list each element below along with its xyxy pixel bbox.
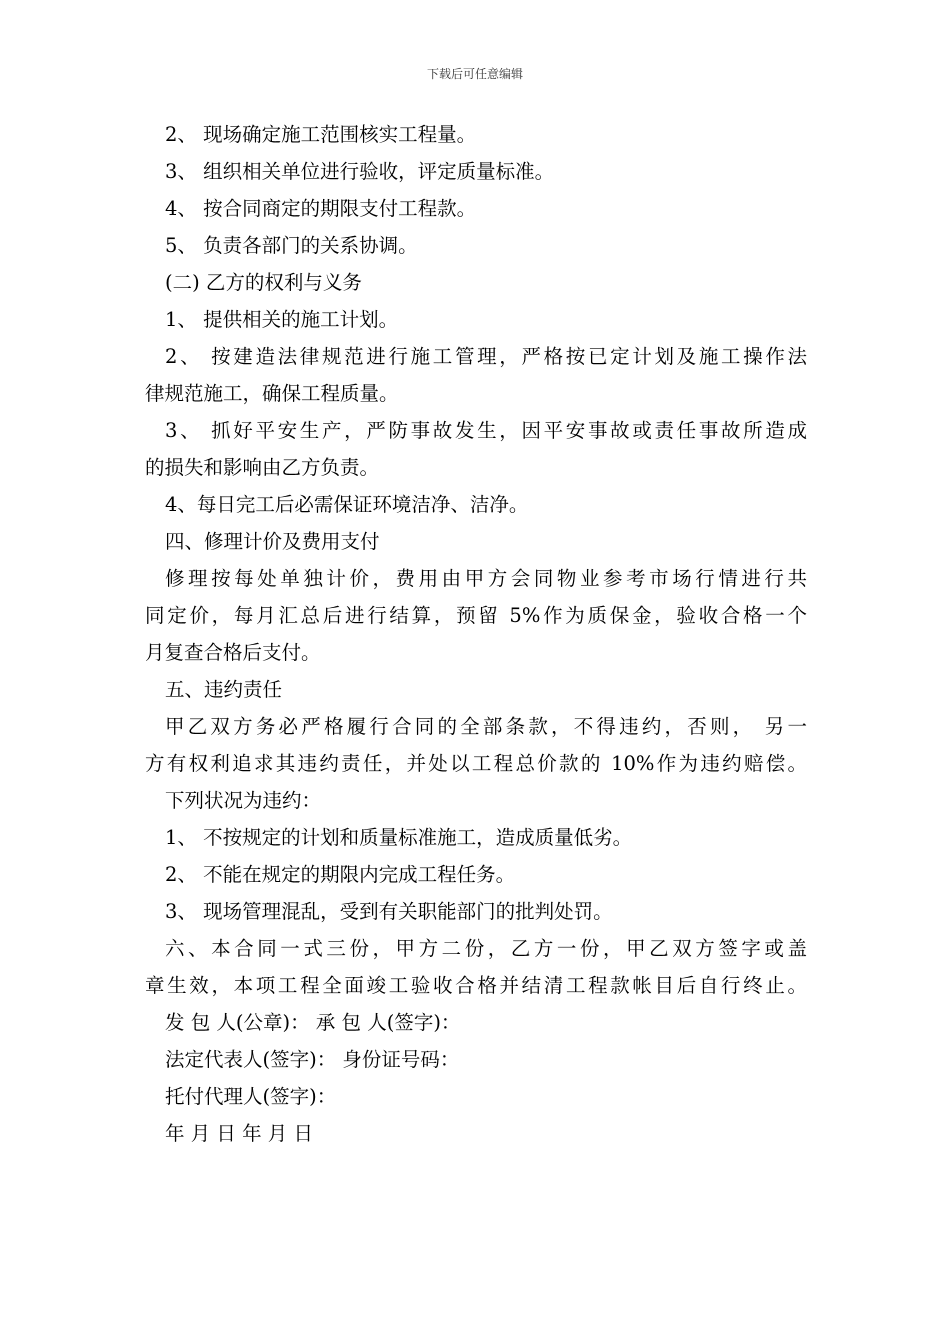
text-line: 1、 提供相关的施工计划。 (165, 308, 399, 331)
text-line: 1、 不按规定的计划和质量标准施工，造成质量低劣。 (165, 826, 633, 849)
text-line: 的损失和影响由乙方负责。 (145, 456, 380, 479)
text-line: 3、 抓好平安生产，严防事故发生，因平安事故或责任事故所造成 (165, 419, 807, 442)
text-line: 方有权利追求其违约责任，并处以工程总价款的 10%作为违约赔偿。 (145, 752, 807, 775)
section-heading: (二) 乙方的权利与义务 (165, 271, 362, 294)
signature-line: 法定代表人(签字)： 身份证号码： (165, 1048, 460, 1071)
section-heading: 四、修理计价及费用支付 (165, 530, 380, 553)
text-line: 2、 按建造法律规范进行施工管理，严格按已定计划及施工操作法 (165, 345, 807, 368)
text-line: 同定价，每月汇总后进行结算，预留 5%作为质保金，验收合格一个 (145, 604, 807, 627)
text-line: 3、 组织相关单位进行验收，评定质量标准。 (165, 160, 555, 183)
text-line: 2、 现场确定施工范围核实工程量。 (165, 123, 477, 146)
text-line: 甲乙双方务必严格履行合同的全部条款，不得违约，否则， 另一 (165, 715, 807, 738)
text-line: 章生效，本项工程全面竣工验收合格并结清工程款帐目后自行终止。 (145, 974, 807, 997)
text-line: 律规范施工，确保工程质量。 (145, 382, 399, 405)
text-line: 5、 负责各部门的关系协调。 (165, 234, 418, 257)
text-line: 4、 按合同商定的期限支付工程款。 (165, 197, 477, 220)
page-header: 下载后可任意编辑 (426, 67, 523, 81)
text-line: 4、每日完工后必需保证环境洁净、洁净。 (165, 493, 529, 516)
signature-line: 托付代理人(签字)： (165, 1085, 337, 1108)
text-line: 六、本合同一式三份，甲方二份，乙方一份，甲乙双方签字或盖 (165, 937, 807, 960)
text-line: 修理按每处单独计价，费用由甲方会同物业参考市场行情进行共 (165, 567, 807, 590)
date-line: 年 月 日 年 月 日 (165, 1122, 313, 1145)
signature-line: 发 包 人(公章)： 承 包 人(签字)： (165, 1011, 461, 1034)
section-heading: 五、违约责任 (165, 678, 283, 701)
text-line: 3、 现场管理混乱，受到有关职能部门的批判处罚。 (165, 900, 613, 923)
document-body (145, 116, 807, 1152)
text-line: 月复查合格后支付。 (145, 641, 321, 664)
text-line: 2、 不能在规定的期限内完成工程任务。 (165, 863, 516, 886)
text-line: 下列状况为违约： (165, 789, 322, 812)
